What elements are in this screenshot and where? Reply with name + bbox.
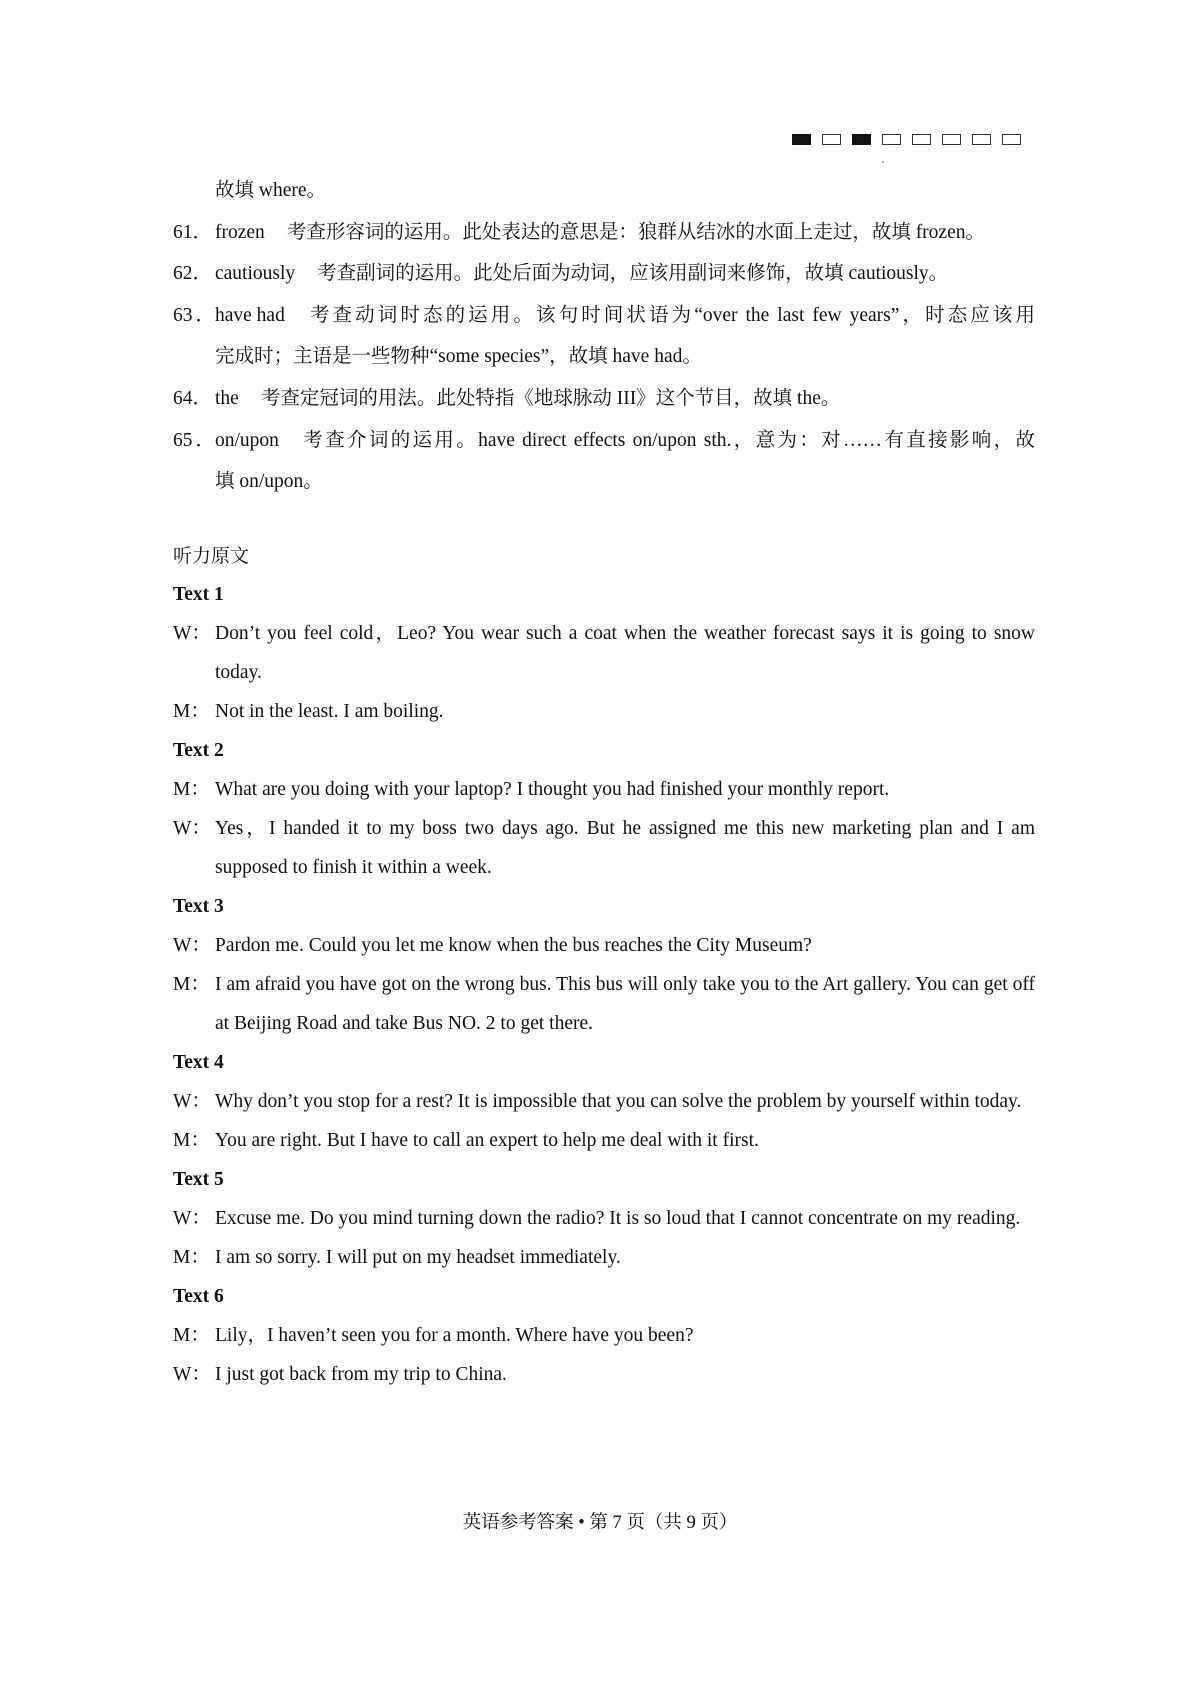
dialogue-text: Don’t you feel cold，Leo? You wear such a coat when the weather forecast says it is going to snow today. <box>215 622 1035 683</box>
text-heading: Text 2 <box>173 739 224 761</box>
progress-square <box>882 134 901 145</box>
dialogue-turn <box>173 926 1035 965</box>
progress-square <box>972 134 991 145</box>
answer-key: frozen <box>215 221 265 243</box>
carry-over-line: 故填 where。 <box>215 180 327 201</box>
answer-continuation: 填 on/upon。 <box>215 471 323 493</box>
text-heading: Text 3 <box>173 895 224 917</box>
speaker-label: M： <box>173 1129 210 1151</box>
listening-transcript <box>173 575 1035 1394</box>
answer-continuation: 完成时；主语是一些物种“some species”，故填 have had。 <box>215 346 702 368</box>
dialogue-text: I am afraid you have got on the wrong bus. This bus will only take you to the Art gallery. You can get off at Beijing Road and take Bus NO. 2 to get there. <box>215 973 1035 1034</box>
dialogue-text: You are right. But I have to call an expert to help me deal with it first. <box>215 1129 759 1151</box>
speaker-label: M： <box>173 1324 210 1346</box>
answer-explanation: 考查形容词的运用。此处表达的意思是：狼群从结冰的水面上走过，故填 frozen。 <box>286 221 985 243</box>
speaker-label: W： <box>173 934 211 956</box>
stray-mark <box>882 161 884 163</box>
answer-item-63 <box>173 295 1035 378</box>
speaker-label: M： <box>173 700 210 722</box>
answer-key: have had <box>215 304 285 326</box>
text-heading: Text 5 <box>173 1168 224 1190</box>
speaker-label: W： <box>173 622 211 644</box>
speaker-label: M： <box>173 973 210 995</box>
dialogue-text: Excuse me. Do you mind turning down the radio? It is so loud that I cannot concentrate on my reading. <box>215 1207 1021 1229</box>
answer-explanation: 考查副词的运用。此处后面为动词，应该用副词来修饰，故填 cautiously。 <box>317 263 949 285</box>
dialogue-turn <box>173 692 1035 731</box>
dialogue-turn <box>173 1238 1035 1277</box>
answer-item-65 <box>173 420 1035 503</box>
dialogue-text: I am so sorry. I will put on my headset immediately. <box>215 1246 621 1268</box>
page-content <box>173 170 1035 1394</box>
answer-key: on/upon <box>215 429 279 451</box>
dialogue-text: Why don’t you stop for a rest? It is impossible that you can solve the problem by yourself within today. <box>215 1090 1022 1112</box>
answer-number: 64． <box>173 387 213 409</box>
answer-explanations <box>173 170 1035 503</box>
speaker-label: M： <box>173 1246 210 1268</box>
answer-explanation: 考查定冠词的用法。此处特指《地球脉动 III》这个节目，故填 the。 <box>260 387 841 409</box>
page-footer: 英语参考答案 • 第 7 页（共 9 页） <box>462 1513 738 1533</box>
answer-item-61 <box>173 212 1035 254</box>
answer-key: cautiously <box>215 263 296 285</box>
dialogue-turn <box>173 770 1035 809</box>
speaker-label: W： <box>173 1090 211 1112</box>
progress-square <box>1002 134 1021 145</box>
text-heading: Text 4 <box>173 1051 224 1073</box>
dialogue-turn <box>173 1121 1035 1160</box>
dialogue-turn <box>173 1082 1035 1121</box>
progress-square <box>942 134 961 145</box>
answer-number: 63． <box>173 304 215 326</box>
dialogue-turn <box>173 1199 1035 1238</box>
section-title: 听力原文 <box>173 544 250 567</box>
dialogue-turn <box>173 1355 1035 1394</box>
dialogue-text: Lily，I haven’t seen you for a month. Where have you been? <box>215 1324 694 1346</box>
answer-explanation: 考查动词时态的运用。该句时间状语为“over the last few years”，时态应该用 <box>306 304 1035 326</box>
dialogue-text: Not in the least. I am boiling. <box>215 700 444 722</box>
progress-square <box>912 134 931 145</box>
dialogue-turn <box>173 1316 1035 1355</box>
progress-square <box>792 134 811 145</box>
dialogue-text: Yes，I handed it to my boss two days ago. But he assigned me this new marketing plan and I am supposed to finish it within a week. <box>215 817 1035 878</box>
dialogue-text: I just got back from my trip to China. <box>215 1363 507 1385</box>
speaker-label: W： <box>173 817 211 839</box>
answer-number: 65． <box>173 429 215 451</box>
answer-number: 61． <box>173 221 213 243</box>
answer-explanation: 考查介词的运用。have direct effects on/upon sth.，意为：对……有直接影响，故 <box>300 429 1035 451</box>
dialogue-turn <box>173 965 1035 1043</box>
answer-item-62 <box>173 253 1035 295</box>
speaker-label: W： <box>173 1207 211 1229</box>
text-heading: Text 1 <box>173 583 224 605</box>
progress-square <box>822 134 841 145</box>
answer-number: 62． <box>173 263 213 285</box>
speaker-label: W： <box>173 1363 211 1385</box>
progress-square <box>852 134 871 145</box>
speaker-label: M： <box>173 778 210 800</box>
page-progress-indicator <box>792 134 1021 145</box>
dialogue-turn <box>173 614 1035 692</box>
dialogue-text: Pardon me. Could you let me know when the bus reaches the City Museum? <box>215 934 812 956</box>
dialogue-turn <box>173 809 1035 887</box>
dialogue-text: What are you doing with your laptop? I thought you had finished your monthly report. <box>215 778 890 800</box>
answer-item-64 <box>173 378 1035 420</box>
text-heading: Text 6 <box>173 1285 224 1307</box>
answer-key: the <box>215 387 239 409</box>
